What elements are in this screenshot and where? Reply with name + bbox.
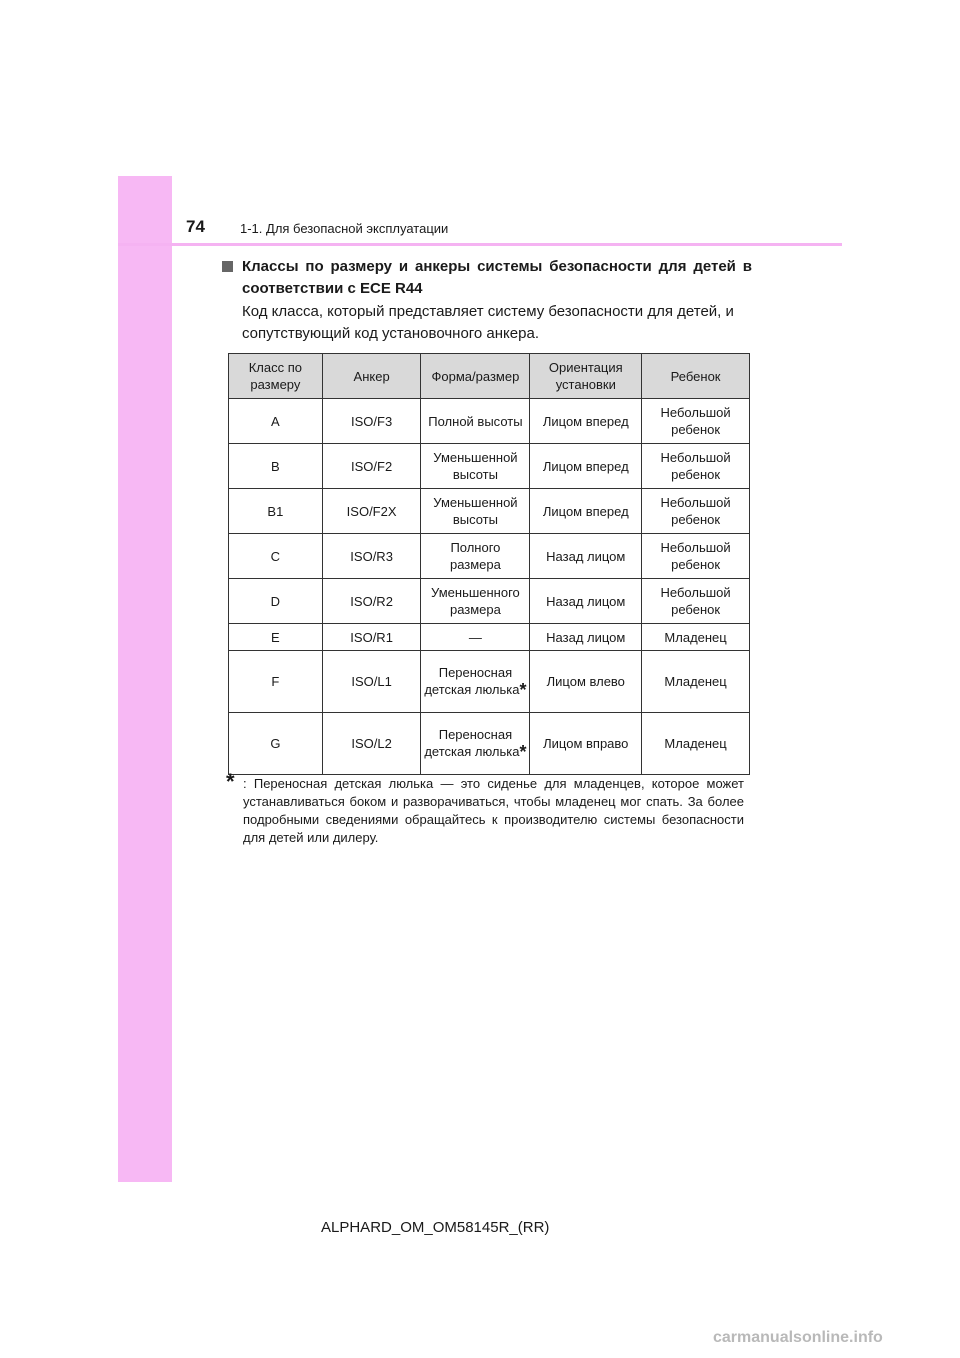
document-code: ALPHARD_OM_OM58145R_(RR): [321, 1219, 550, 1236]
cell-orientation: Назад лицом: [530, 534, 642, 579]
header-divider: [118, 243, 842, 246]
cell-form-size: Уменьшенного размера: [421, 579, 530, 624]
footnote-text: : Переносная детская люлька — это сиденье для младенцев, которое может устанавливаться боком и разворачиваться, чтобы младенец мог спать. За более подробными сведениями обращайтесь к производителю системы безопасности для детей или дилеру.: [243, 776, 744, 845]
heading-text: Классы по размеру и анкеры системы безопасности для детей в соответствии с ECE R44: [242, 258, 752, 297]
table-header-row: [229, 354, 750, 399]
cell-size-class: D: [229, 579, 323, 624]
square-bullet-icon: [222, 261, 233, 272]
watermark: carmanualsonline.info: [713, 1329, 883, 1346]
intro-paragraph: Код класса, который представляет систему безопасности для детей, и сопутствующий код установочного анкера.: [242, 303, 734, 342]
cell-orientation: Лицом влево: [530, 651, 642, 713]
cell-child: Небольшой ребенок: [642, 489, 750, 534]
table-row: [229, 444, 750, 489]
cell-child: Небольшой ребенок: [642, 444, 750, 489]
cell-anchor: ISO/F3: [322, 399, 421, 444]
footnote-ref: *: [519, 680, 527, 700]
cell-form-size: Уменьшенной высоты: [421, 489, 530, 534]
cell-child: Небольшой ребенок: [642, 399, 750, 444]
table-row: [229, 579, 750, 624]
cell-size-class: F: [229, 651, 323, 713]
table-row: [229, 399, 750, 444]
table-row: [229, 624, 750, 651]
header-anchor: Анкер: [322, 354, 421, 399]
footnote-marker: *: [226, 769, 235, 794]
cell-form-size-text: Переносная детская люлька: [424, 665, 520, 697]
cell-form-size: Полной высоты: [421, 399, 530, 444]
page-number: 74: [186, 217, 205, 236]
cell-size-class: E: [229, 624, 323, 651]
cell-orientation: Лицом вперед: [530, 489, 642, 534]
cell-anchor: ISO/L1: [322, 651, 421, 713]
cell-size-class: B: [229, 444, 323, 489]
subsection-heading: [222, 256, 752, 300]
cell-orientation: Лицом вперед: [530, 399, 642, 444]
cell-form-size: Полного размера: [421, 534, 530, 579]
header-form-size: Форма/размер: [421, 354, 530, 399]
cell-form-size: [421, 651, 530, 713]
cell-child: Младенец: [642, 713, 750, 775]
cell-form-size: —: [421, 624, 530, 651]
table-row: [229, 489, 750, 534]
cell-orientation: Лицом вправо: [530, 713, 642, 775]
header-child: Ребенок: [642, 354, 750, 399]
cell-form-size-text: Переносная детская люлька: [424, 727, 520, 759]
size-class-table: [228, 353, 750, 775]
cell-orientation: Назад лицом: [530, 579, 642, 624]
cell-child: Младенец: [642, 624, 750, 651]
cell-anchor: ISO/F2X: [322, 489, 421, 534]
table-row: [229, 713, 750, 775]
cell-size-class: C: [229, 534, 323, 579]
cell-anchor: ISO/L2: [322, 713, 421, 775]
cell-orientation: Назад лицом: [530, 624, 642, 651]
cell-size-class: A: [229, 399, 323, 444]
side-color-band: [118, 176, 172, 1182]
header-orientation: Ориентация установки: [530, 354, 642, 399]
table-row: [229, 534, 750, 579]
footnote-ref: *: [519, 742, 527, 762]
footnote: [226, 769, 744, 847]
table-row: [229, 651, 750, 713]
cell-form-size: Уменьшенной высоты: [421, 444, 530, 489]
cell-anchor: ISO/R2: [322, 579, 421, 624]
header-size-class: Класс по размеру: [229, 354, 323, 399]
cell-form-size: [421, 713, 530, 775]
cell-child: Младенец: [642, 651, 750, 713]
cell-child: Небольшой ребенок: [642, 534, 750, 579]
cell-orientation: Лицом вперед: [530, 444, 642, 489]
cell-child: Небольшой ребенок: [642, 579, 750, 624]
cell-anchor: ISO/R3: [322, 534, 421, 579]
cell-size-class: G: [229, 713, 323, 775]
section-title: 1-1. Для безопасной эксплуатации: [240, 221, 449, 236]
cell-anchor: ISO/R1: [322, 624, 421, 651]
cell-size-class: B1: [229, 489, 323, 534]
cell-anchor: ISO/F2: [322, 444, 421, 489]
